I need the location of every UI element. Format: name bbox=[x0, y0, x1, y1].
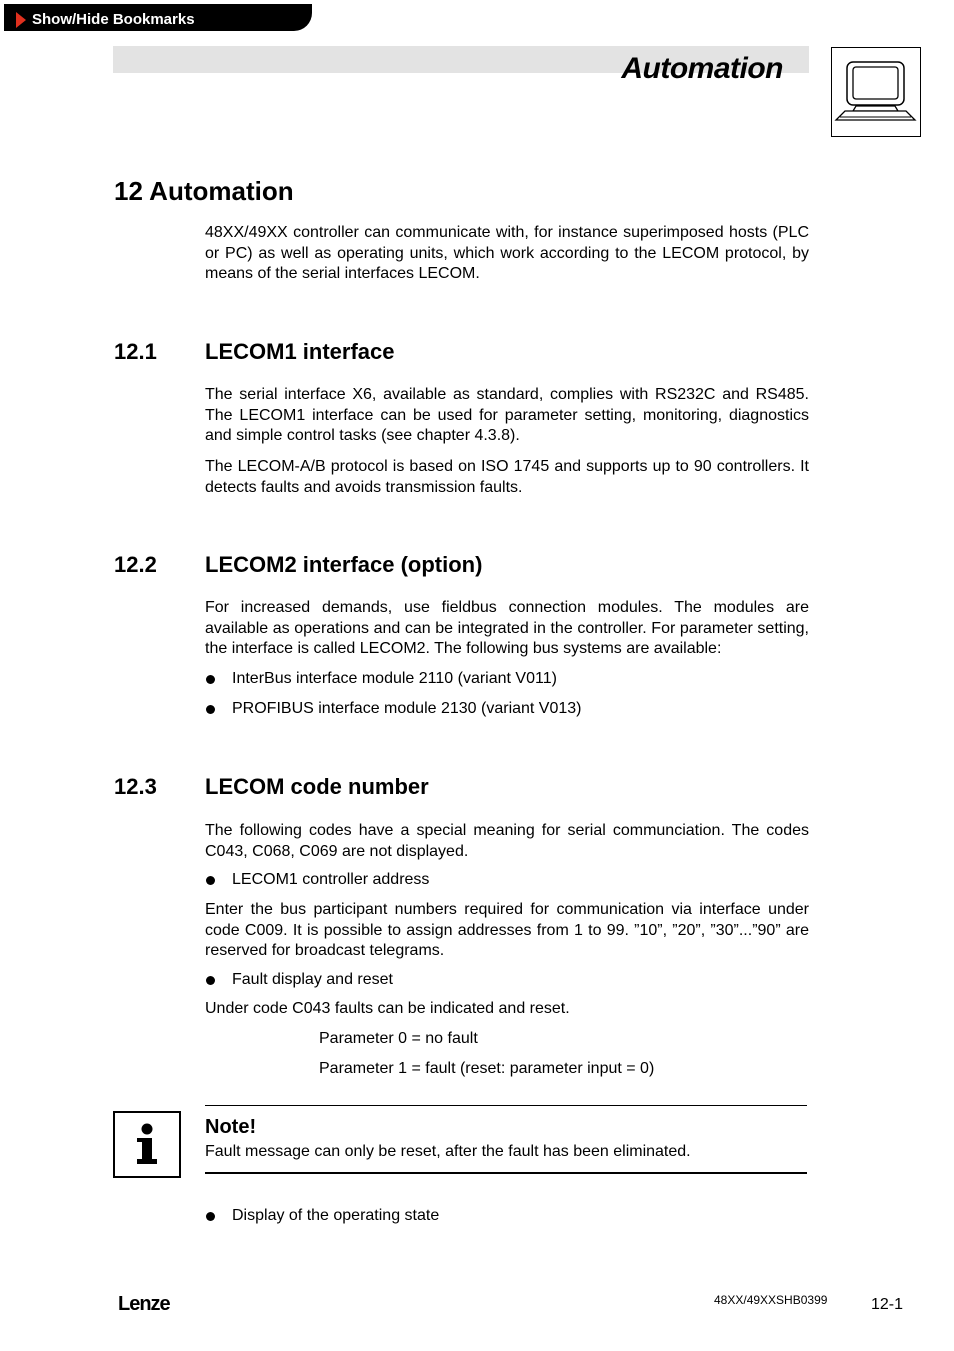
note-top-rule bbox=[205, 1105, 807, 1106]
computer-icon bbox=[831, 47, 921, 137]
list-item: Display of the operating state bbox=[232, 1207, 440, 1224]
chapter-intro: 48XX/49XX controller can communicate with, for instance superimposed hosts (PLC or PC) as well as operating units, which work according to the LECOM protocol, by means of the serial interfaces LECOM. bbox=[205, 224, 809, 283]
parameter-1-text: Parameter 1 = fault (reset: parameter input = 0) bbox=[319, 1060, 655, 1077]
section-12-3-paragraph-1: The following codes have a special meaning for serial communciation. The codes C043, C068, C069 are not displayed. bbox=[205, 822, 809, 860]
section-12-3-paragraph-3: Under code C043 faults can be indicated and reset. bbox=[205, 1000, 570, 1017]
section-number-12-1: 12.1 bbox=[114, 339, 157, 364]
section-12-1-paragraph-2: The LECOM-A/B protocol is based on ISO 1745 and supports up to 90 controllers. It detects faults and avoids transmission faults. bbox=[205, 458, 809, 496]
section-12-2-paragraph: For increased demands, use fieldbus connection modules. The modules are available as operations and can be integrated in the controller. For parameter setting, the interface is called LECOM2. The following bus systems are available: bbox=[205, 599, 809, 658]
section-number-12-3: 12.3 bbox=[114, 774, 157, 799]
bullet-icon bbox=[206, 705, 215, 714]
list-item: InterBus interface module 2110 (variant V011) bbox=[232, 670, 557, 687]
show-hide-bookmarks-button[interactable] bbox=[4, 4, 312, 31]
section-12-1-paragraph-1: The serial interface X6, available as standard, complies with RS232C and RS485. The LECOM1 interface can be used for parameter setting, monitoring, diagnostics and simple control tasks (see chapter 4.3.8). bbox=[205, 386, 809, 445]
section-12-3-paragraph-2: Enter the bus participant numbers required for communication via interface under code C009. It is possible to assign addresses from 1 to 99. ”10”, ”20”, ”30”...”90” are reserved for broadcast telegrams. bbox=[205, 901, 809, 960]
note-text: Fault message can only be reset, after the fault has been eliminated. bbox=[205, 1143, 691, 1160]
info-icon bbox=[113, 1111, 181, 1178]
page-number: 12-1 bbox=[871, 1296, 904, 1313]
lenze-logo: Lenze bbox=[118, 1293, 170, 1315]
section-number-12-2: 12.2 bbox=[114, 552, 157, 577]
parameter-0-text: Parameter 0 = no fault bbox=[319, 1030, 478, 1047]
section-title-12-2: LECOM2 interface (option) bbox=[205, 552, 483, 577]
list-item: PROFIBUS interface module 2130 (variant V013) bbox=[232, 700, 582, 717]
bullet-icon bbox=[206, 976, 215, 985]
section-title-12-3: LECOM code number bbox=[205, 774, 429, 799]
chapter-heading: 12 Automation bbox=[114, 176, 294, 206]
note-bottom-rule bbox=[205, 1172, 807, 1174]
document-id: 48XX/49XXSHB0399 bbox=[714, 1293, 828, 1307]
section-title-12-1: LECOM1 interface bbox=[205, 339, 395, 364]
list-item: LECOM1 controller address bbox=[232, 871, 430, 888]
bullet-icon bbox=[206, 876, 215, 885]
bookmarks-label: Show/Hide Bookmarks bbox=[32, 11, 195, 28]
note-title: Note! bbox=[205, 1116, 257, 1138]
page-title: Automation bbox=[621, 52, 783, 85]
triangle-right-icon bbox=[16, 12, 26, 28]
bullet-icon bbox=[206, 1212, 215, 1221]
list-item: Fault display and reset bbox=[232, 971, 393, 988]
bullet-icon bbox=[206, 675, 215, 684]
